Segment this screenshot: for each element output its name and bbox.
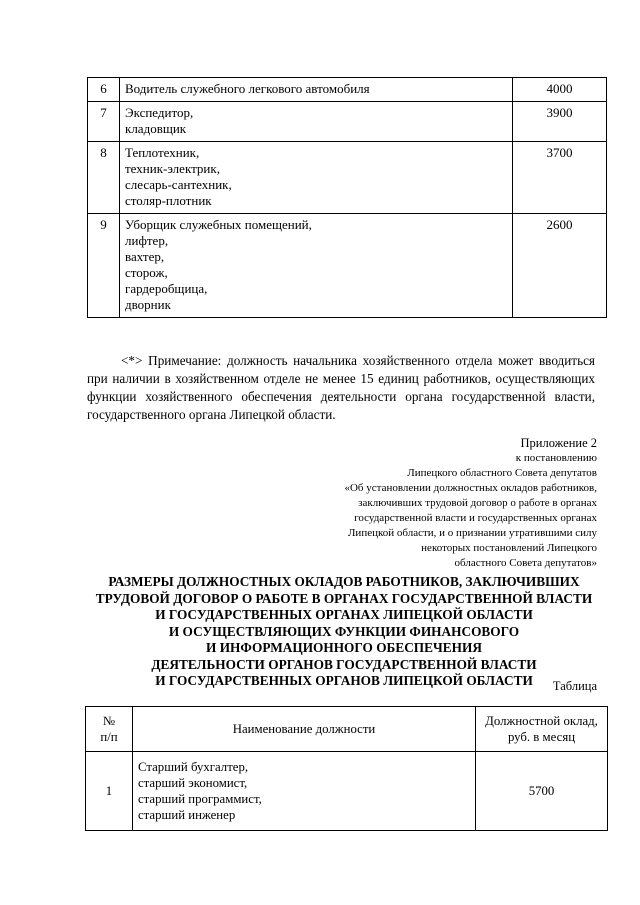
- appendix-line: заключивших трудовой договор о работе в органах: [358, 497, 597, 509]
- appendix-title: Приложение 2: [520, 436, 597, 450]
- position-line: Уборщик служебных помещений,: [125, 217, 312, 232]
- salary-value: 3900: [513, 102, 607, 142]
- header-number: [86, 707, 133, 752]
- position-line: техник-электрик,: [125, 161, 220, 176]
- footnote-paragraph: [87, 352, 595, 424]
- position-line: Водитель служебного легкового автомобиля: [125, 81, 370, 96]
- salary-value: 3700: [513, 142, 607, 214]
- heading-line: И ОСУЩЕСТВЛЯЮЩИХ ФУНКЦИИ ФИНАНСОВОГО: [168, 623, 520, 639]
- header-salary: [476, 707, 608, 752]
- position-line: старший программист,: [138, 792, 262, 806]
- position-line: кладовщик: [125, 121, 187, 136]
- row-number: 7: [88, 102, 120, 142]
- appendix-line: «Об установлении должностных окладов работников,: [344, 482, 597, 494]
- row-number: 9: [88, 214, 120, 318]
- position-line: вахтер,: [125, 249, 165, 264]
- position-line: слесарь-сантехник,: [125, 177, 232, 192]
- table-row: [88, 78, 607, 102]
- appendix-line: Липецкой области, и о признании утратившими силу: [347, 527, 597, 539]
- position-line: Теплотехник,: [125, 145, 200, 160]
- position-line: Экспедитор,: [125, 105, 194, 120]
- position-line: старший инженер: [138, 808, 236, 822]
- position-name: [120, 214, 513, 318]
- appendix-line: областного Совета депутатов»: [454, 557, 597, 569]
- positions-table: [85, 706, 608, 831]
- position-line: дворник: [125, 297, 171, 312]
- position-line: Старший бухгалтер,: [138, 760, 249, 774]
- appendix-line: к постановлению: [515, 452, 597, 464]
- position-line: гардеробщица,: [125, 281, 208, 296]
- row-number: 8: [88, 142, 120, 214]
- document-heading: [60, 574, 628, 690]
- heading-line: ДЕЯТЕЛЬНОСТИ ОРГАНОВ ГОСУДАРСТВЕННОЙ ВЛАСТИ: [151, 656, 537, 672]
- table-row: [88, 214, 607, 318]
- salary-value: 4000: [513, 78, 607, 102]
- table-row: [88, 142, 607, 214]
- positions-table-continued: [87, 77, 607, 318]
- header-position-name: Наименование должности: [133, 707, 476, 752]
- header-number-line: п/п: [100, 730, 118, 744]
- position-name: [133, 752, 476, 831]
- row-number: 1: [86, 752, 133, 831]
- heading-line: И ГОСУДАРСТВЕННЫХ ОРГАНАХ ЛИПЕЦКОЙ ОБЛАСТИ: [155, 607, 533, 622]
- salary-value: 5700: [476, 752, 608, 831]
- table-caption: Таблица: [552, 679, 597, 693]
- salary-value: 2600: [513, 214, 607, 318]
- position-line: столяр-плотник: [125, 193, 212, 208]
- heading-line: И ИНФОРМАЦИОННОГО ОБЕСПЕЧЕНИЯ: [206, 640, 482, 655]
- position-name: [120, 102, 513, 142]
- appendix-line: некоторых постановлений Липецкого: [421, 542, 597, 554]
- table-header-row: [86, 707, 608, 752]
- appendix-line: Липецкого областного Совета депутатов: [407, 467, 597, 479]
- position-name: [120, 78, 513, 102]
- position-line: сторож,: [125, 265, 168, 280]
- position-name: [120, 142, 513, 214]
- heading-line: И ГОСУДАРСТВЕННЫХ ОРГАНОВ ЛИПЕЦКОЙ ОБЛАСТИ: [155, 673, 533, 688]
- appendix-reference: [267, 436, 597, 571]
- header-salary-line: руб. в месяц: [507, 730, 576, 744]
- heading-line: РАЗМЕРЫ ДОЛЖНОСТНЫХ ОКЛАДОВ РАБОТНИКОВ, ЗАКЛЮЧИВШИХ: [108, 574, 580, 589]
- position-line: лифтер,: [125, 233, 169, 248]
- row-number: 6: [88, 78, 120, 102]
- header-number-line: №: [102, 714, 116, 728]
- appendix-line: государственной власти и государственных органах: [354, 512, 597, 524]
- table-row: [88, 102, 607, 142]
- footnote-text: <*> Примечание: должность начальника хозяйственного отдела может вводиться при наличии в хозяйственном отделе не менее 15 единиц работников, осуществляющих функции хозяйственного обеспечения деятельности органа государственной власти, государственного органа Липецкой области.: [87, 353, 595, 422]
- table-row: [86, 752, 608, 831]
- heading-line: ТРУДОВОЙ ДОГОВОР О РАБОТЕ В ОРГАНАХ ГОСУДАРСТВЕННОЙ ВЛАСТИ: [95, 590, 593, 606]
- position-line: старший экономист,: [138, 776, 248, 790]
- header-salary-line: Должностной оклад,: [485, 714, 598, 728]
